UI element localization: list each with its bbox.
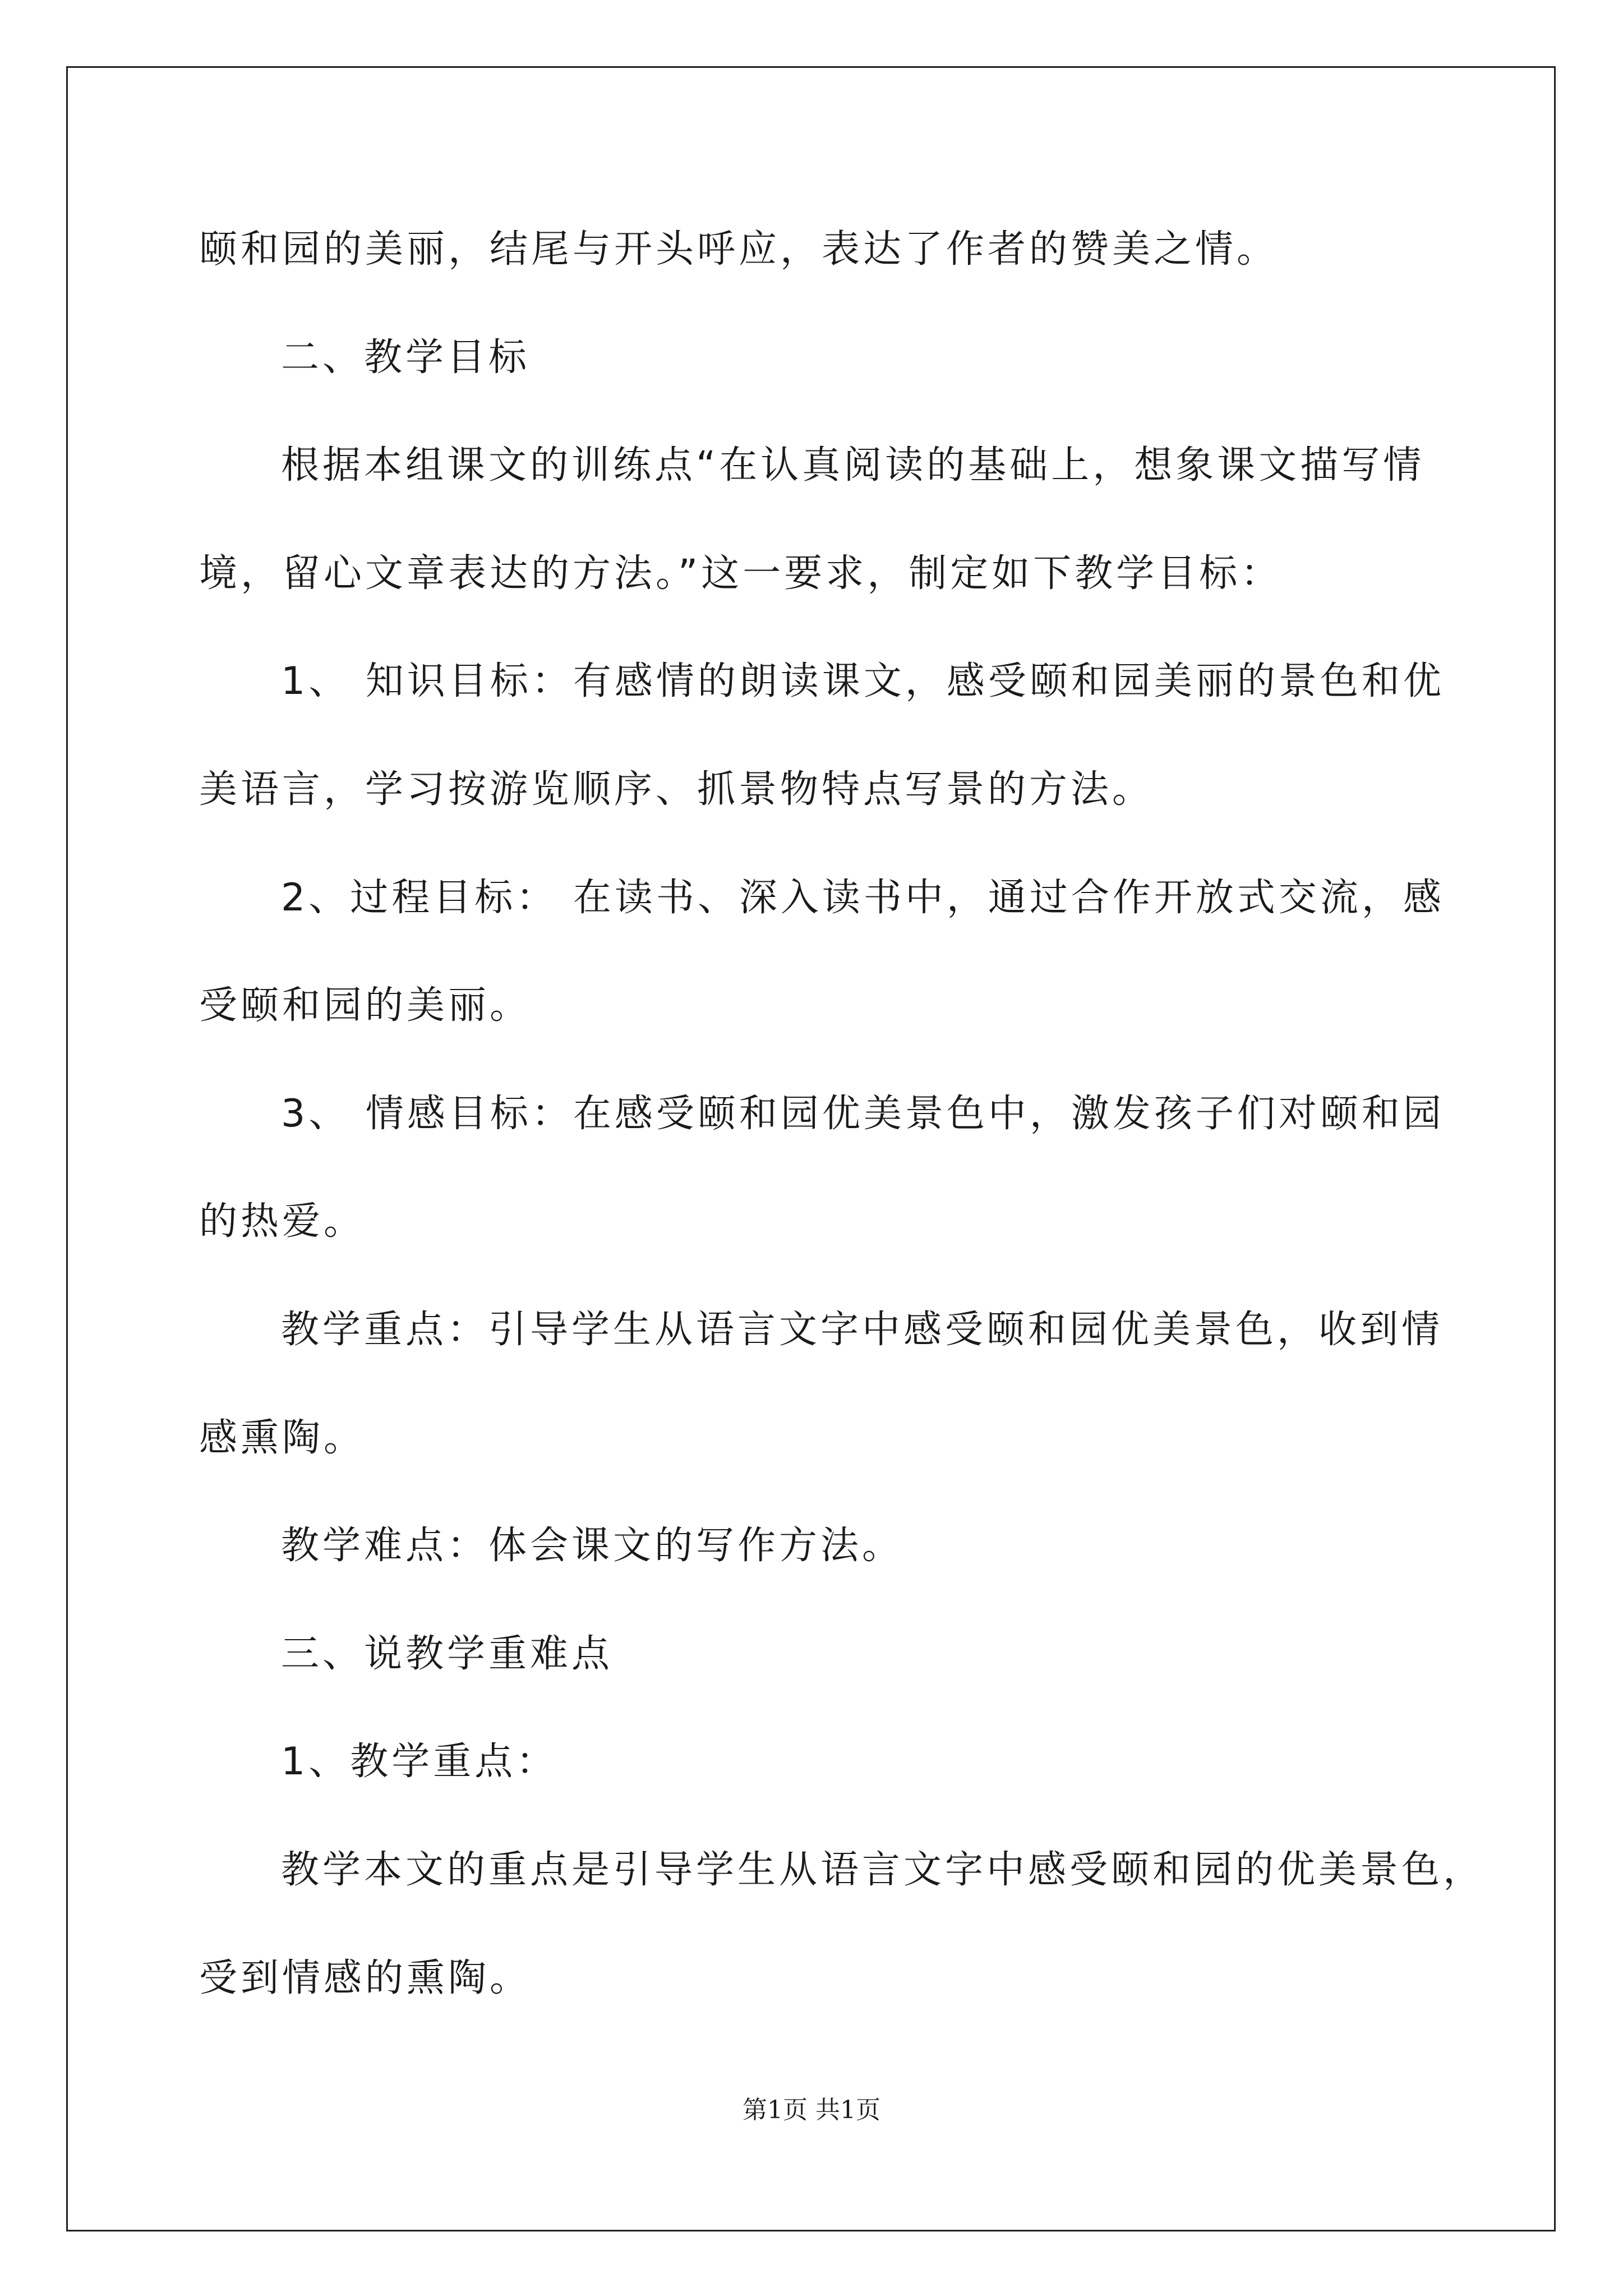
paragraph-line: 受到情感的熏陶。 (199, 1956, 532, 2000)
paragraph-line: 感熏陶。 (199, 1416, 366, 1460)
page-number-footer: 第1页 共1页 (743, 2096, 880, 2124)
page-border (66, 66, 1556, 2231)
paragraph-line: 受颐和园的美丽。 (199, 983, 532, 1028)
paragraph-line: 1、 知识目标：有感情的朗读课文，感受颐和园美丽的景色和优 (281, 659, 1445, 703)
section-heading: 三、说教学重难点 (281, 1632, 614, 1676)
section-heading: 二、教学目标 (281, 335, 531, 380)
paragraph-line: 教学难点：体会课文的写作方法。 (281, 1524, 904, 1568)
paragraph-line: 根据本组课文的训练点“在认真阅读的基础上，想象课文描写情 (281, 443, 1425, 487)
paragraph-line: 美语言，学习按游览顺序、抓景物特点写景的方法。 (199, 767, 1154, 812)
paragraph-line: 颐和园的美丽，结尾与开头呼应，表达了作者的赞美之情。 (199, 227, 1279, 272)
paragraph-line: 的热爱。 (199, 1199, 366, 1244)
paragraph-line: 2、过程目标： 在读书、深入读书中，通过合作开放式交流，感 (281, 876, 1445, 920)
sub-heading: 1、教学重点： (281, 1740, 558, 1784)
paragraph-line: 3、 情感目标：在感受颐和园优美景色中，激发孩子们对颐和园 (281, 1092, 1445, 1136)
paragraph-line: 教学重点：引导学生从语言文字中感受颐和园优美景色，收到情 (281, 1308, 1444, 1352)
paragraph-line: 教学本文的重点是引导学生从语言文字中感受颐和园的优美景色， (281, 1848, 1485, 1892)
paragraph-line: 境，留心文章表达的方法。”这一要求，制定如下教学目标： (199, 551, 1283, 596)
